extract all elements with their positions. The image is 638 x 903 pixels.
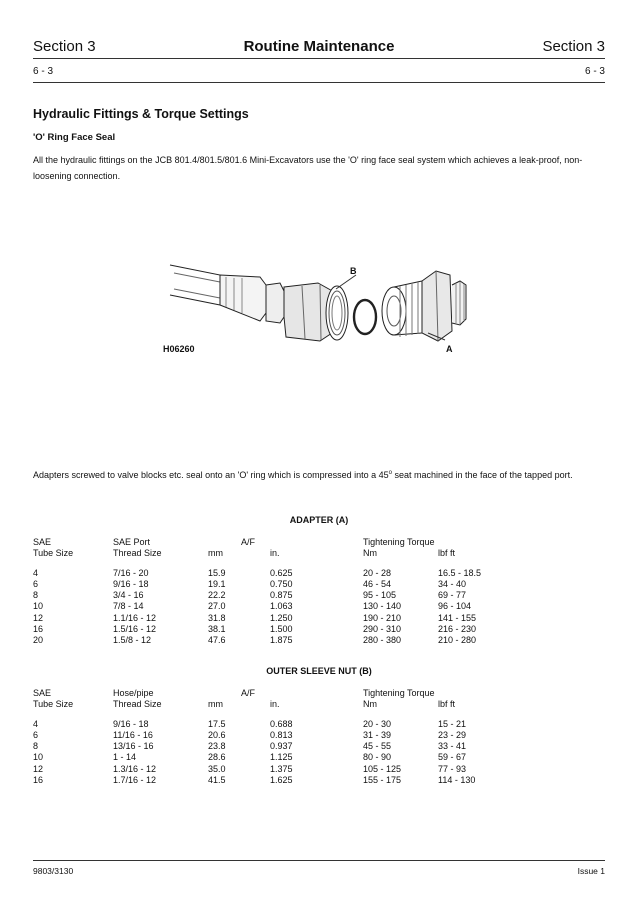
table-cell: 28.6	[208, 752, 226, 763]
table-cell: 280 - 380	[363, 635, 402, 646]
table-cell: 20	[33, 635, 44, 646]
table-header-cell: in.	[270, 548, 280, 559]
table-cell: 1.250	[270, 612, 293, 623]
table-cell: 10	[33, 601, 44, 612]
table-cell: 96 - 104	[438, 601, 472, 612]
table-header-cell: SAE Port	[113, 537, 151, 547]
table-cell: 0.937	[270, 741, 293, 752]
page-title: Routine Maintenance	[243, 38, 395, 55]
table-cell: 155 - 175	[363, 775, 402, 786]
table-cell: 15 - 21	[438, 718, 467, 729]
table-cell: 95 - 105	[363, 590, 397, 601]
fitting-illustration	[160, 255, 480, 365]
table-cell: 69 - 77	[438, 590, 467, 601]
table-header-cell: lbf ft	[438, 548, 456, 559]
table-cell: 1.1/16 - 12	[113, 612, 157, 623]
table-header-cell: Hose/pipe	[113, 688, 154, 698]
header-rule	[33, 58, 605, 59]
table-cell: 35.0	[208, 763, 226, 774]
table-cell: 1.5/8 - 12	[113, 635, 152, 646]
table-cell: 23.8	[208, 741, 226, 752]
table-cell: 33 - 41	[438, 741, 467, 752]
table-cell: 1.063	[270, 601, 293, 612]
table-header-cell: mm	[208, 548, 223, 559]
table-cell: 47.6	[208, 635, 226, 646]
table-cell: 23 - 29	[438, 729, 467, 740]
table-header-cell: SAE	[33, 537, 52, 547]
table-cell: 190 - 210	[363, 612, 402, 623]
table-cell: 31 - 39	[363, 729, 392, 740]
section-label-right: Section 3	[542, 38, 605, 55]
table-cell: 41.5	[208, 775, 226, 786]
table-cell: 210 - 280	[438, 635, 477, 646]
table-cell: 16	[33, 624, 44, 635]
adapter-table-title: ADAPTER (A)	[289, 515, 349, 525]
table-header-cell: Tightening Torque	[363, 537, 435, 547]
table-cell: 8	[33, 590, 39, 601]
adapters-paragraph: Adapters screwed to valve blocks etc. seal onto an 'O' ring which is compressed into a 45$^o$ seat machined in the face of the tapped port.	[33, 470, 573, 480]
table-cell: 105 - 125	[363, 763, 402, 774]
table-cell: 290 - 310	[363, 624, 402, 635]
table-cell: 3/4 - 16	[113, 590, 144, 601]
table-cell: 1.7/16 - 12	[113, 775, 157, 786]
document-number: 9803/3130	[33, 866, 74, 876]
table-header-cell: SAE	[33, 688, 52, 698]
table-cell: 12	[33, 612, 44, 623]
table-header-cell: A/F	[241, 537, 256, 547]
table-cell: 9/16 - 18	[113, 718, 149, 729]
table-cell: 11/16 - 16	[113, 729, 153, 740]
sub-heading: 'O' Ring Face Seal	[33, 132, 116, 143]
table-cell: 1.875	[270, 635, 293, 646]
table-cell: 7/8 - 14	[113, 601, 144, 612]
table-cell: 20 - 30	[363, 718, 392, 729]
table-cell: 34 - 40	[438, 578, 467, 589]
table-header-cell: Tightening Torque	[363, 688, 435, 698]
fitting-diagram	[160, 255, 480, 365]
table-cell: 0.813	[270, 729, 293, 740]
table-cell: 1.125	[270, 752, 293, 763]
table-header-cell: Nm	[363, 548, 377, 559]
footer-rule	[33, 860, 605, 861]
table-cell: 4	[33, 718, 39, 729]
table-cell: 1.5/16 - 12	[113, 624, 157, 635]
table-header-cell: lbf ft	[438, 699, 456, 710]
page-number-left: 6 - 3	[33, 66, 54, 77]
table-cell: 1.375	[270, 763, 293, 774]
page-number-right: 6 - 3	[584, 66, 605, 77]
table-header-cell: in.	[270, 699, 280, 710]
section-heading: Hydraulic Fittings & Torque Settings	[33, 107, 249, 121]
table-cell: 216 - 230	[438, 624, 477, 635]
issue-number: Issue 1	[577, 866, 605, 876]
table-cell: 1.625	[270, 775, 293, 786]
table-cell: 0.688	[270, 718, 293, 729]
table-header-cell: A/F	[241, 688, 256, 698]
table-cell: 1.500	[270, 624, 293, 635]
table-cell: 16.5 - 18.5	[438, 567, 482, 578]
table-cell: 46 - 54	[363, 578, 392, 589]
table-cell: 114 - 130	[438, 775, 476, 786]
table-cell: 130 - 140	[363, 601, 402, 612]
intro-paragraph: All the hydraulic fittings on the JCB 801.4/801.5/801.6 Mini-Excavators use the 'O' ring face seal system which achieves a leak-proof, non-loosening connection.	[33, 155, 583, 181]
table-cell: 6	[33, 578, 39, 589]
table-cell: 13/16 - 16	[113, 741, 154, 752]
table-cell: 38.1	[208, 624, 226, 635]
table-cell: 80 - 90	[363, 752, 392, 763]
figure-label-a: A	[446, 344, 453, 354]
table-cell: 141 - 155	[438, 612, 477, 623]
table-cell: 4	[33, 567, 39, 578]
table-header-cell: Thread Size	[113, 548, 162, 559]
table-cell: 20 - 28	[363, 567, 392, 578]
table-header-cell: Nm	[363, 699, 377, 710]
table-cell: 8	[33, 741, 39, 752]
subheader-rule	[33, 82, 605, 83]
table-cell: 22.2	[208, 590, 226, 601]
table-cell: 6	[33, 729, 39, 740]
table-cell: 20.6	[208, 729, 226, 740]
table-cell: 9/16 - 18	[113, 578, 149, 589]
table-cell: 27.0	[208, 601, 226, 612]
table-cell: 15.9	[208, 567, 226, 578]
table-cell: 1.3/16 - 12	[113, 763, 157, 774]
table-cell: 12	[33, 763, 44, 774]
table-header-cell: Thread Size	[113, 699, 162, 710]
table-cell: 19.1	[208, 578, 226, 589]
table-cell: 16	[33, 775, 44, 786]
table-cell: 45 - 55	[363, 741, 392, 752]
table-cell: 77 - 93	[438, 763, 467, 774]
table-header-cell: mm	[208, 699, 223, 710]
table-cell: 1 - 14	[113, 752, 137, 763]
table-cell: 0.875	[270, 590, 293, 601]
table-cell: 17.5	[208, 718, 226, 729]
table-cell: 10	[33, 752, 44, 763]
table-cell: 0.625	[270, 567, 293, 578]
table-cell: 0.750	[270, 578, 293, 589]
nut-table-title: OUTER SLEEVE NUT (B)	[266, 666, 372, 676]
table-cell: 7/16 - 20	[113, 567, 149, 578]
table-cell: 31.8	[208, 612, 226, 623]
figure-label-b: B	[350, 266, 357, 276]
table-header-cell: Tube Size	[33, 699, 74, 710]
figure-id: H06260	[163, 344, 195, 354]
table-cell: 59 - 67	[438, 752, 467, 763]
table-header-cell: Tube Size	[33, 548, 74, 559]
section-label-left: Section 3	[33, 38, 96, 55]
